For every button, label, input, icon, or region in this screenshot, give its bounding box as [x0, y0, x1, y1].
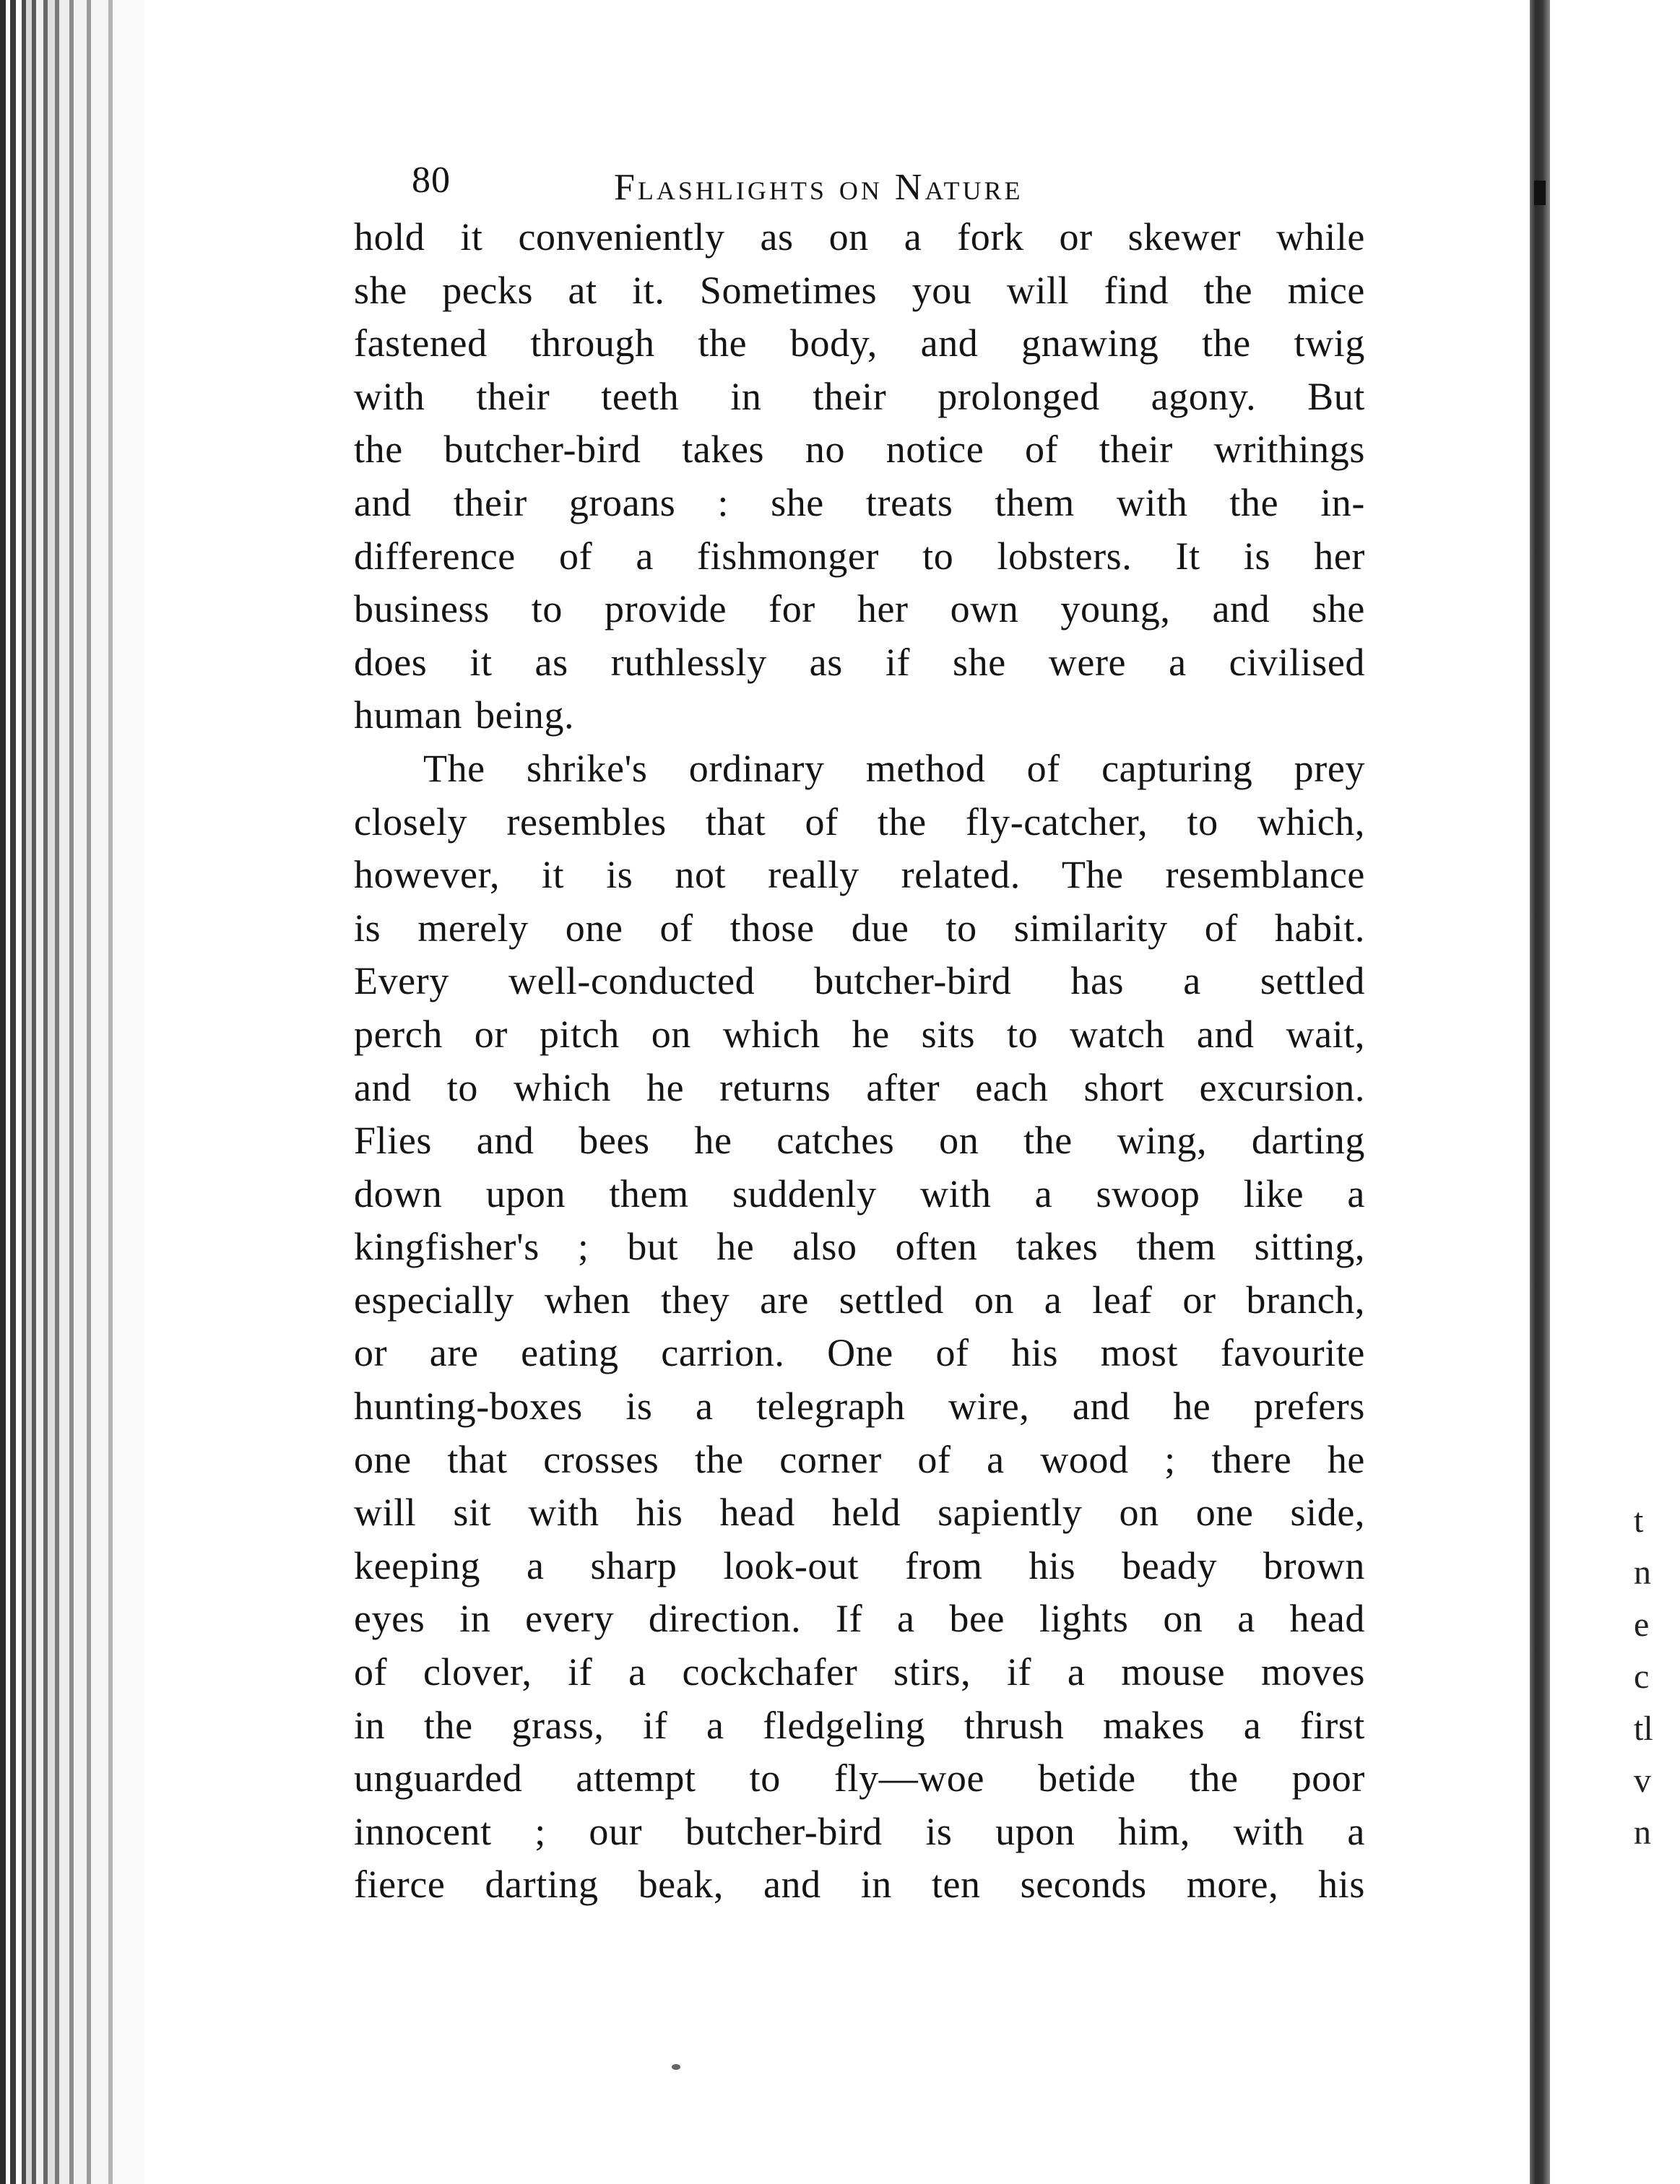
paragraph-2: [354, 742, 1365, 1912]
text-line: Every well-conducted butcher-bird has a settled: [354, 959, 1365, 1003]
text-line: unguarded attempt to fly—woe betide the poor: [354, 1756, 1365, 1800]
text-line: innocent ; our butcher-bird is upon him, with a: [354, 1809, 1365, 1853]
ink-speck: [672, 2064, 680, 2070]
book-binding-edge: [0, 0, 144, 2184]
fragment: n: [1634, 1814, 1651, 1852]
fragment: v: [1634, 1762, 1651, 1800]
text-line: the butcher-bird takes no notice of their writhings: [354, 428, 1365, 472]
fragment: t: [1634, 1502, 1644, 1540]
text-line: down upon them suddenly with a swoop like a: [354, 1171, 1365, 1216]
fragment: tl: [1634, 1710, 1653, 1748]
facing-page-text-fragments: [1634, 1495, 1680, 1859]
body-text: [354, 211, 1365, 1912]
text-line: she pecks at it. Sometimes you will find the mice: [354, 268, 1365, 312]
text-line: hunting-boxes is a telegraph wire, and he prefers: [354, 1384, 1365, 1429]
text-line: Flies and bees he catches on the wing, darting: [354, 1119, 1365, 1163]
page-content: [332, 144, 1372, 1912]
text-line: will sit with his head held sapiently on one side,: [354, 1491, 1365, 1535]
running-title: Flashlights on Nature: [614, 167, 1023, 208]
text-line: one that crosses the corner of a wood ; there he: [354, 1437, 1365, 1481]
text-line: does it as ruthlessly as if she were a civilised: [354, 640, 1365, 684]
fragment: c: [1634, 1658, 1650, 1696]
text-line: especially when they are settled on a leaf or branch,: [354, 1278, 1365, 1322]
text-line: business to provide for her own young, and she: [354, 587, 1365, 631]
text-line: in the grass, if a fledgeling thrush makes a first: [354, 1703, 1365, 1747]
gutter-mark: [1534, 181, 1546, 205]
text-line: keeping a sharp look-out from his beady brown: [354, 1543, 1365, 1587]
text-line: fastened through the body, and gnawing the twig: [354, 321, 1365, 365]
text-line: with their teeth in their prolonged agony. But: [354, 374, 1365, 418]
text-line: and to which he returns after each short excursion.: [354, 1065, 1365, 1109]
text-line: human being.: [354, 693, 575, 737]
fragment: n: [1634, 1554, 1651, 1592]
page-number: 80: [412, 160, 451, 201]
text-line: hold it conveniently as on a fork or skewer while: [354, 215, 1365, 259]
fragment: e: [1634, 1606, 1650, 1644]
text-line: however, it is not really related. The resemblance: [354, 853, 1365, 897]
text-line: eyes in every direction. If a bee lights on a head: [354, 1597, 1365, 1641]
text-line: of clover, if a cockchafer stirs, if a mouse moves: [354, 1650, 1365, 1694]
text-line: The shrike's ordinary method of capturing prey: [423, 746, 1365, 790]
book-gutter: [1530, 0, 1550, 2184]
text-line: closely resembles that of the fly-catcher, to which,: [354, 800, 1365, 844]
text-line: or are eating carrion. One of his most favourite: [354, 1331, 1365, 1375]
text-line: fierce darting beak, and in ten seconds more, his: [354, 1863, 1365, 1907]
text-line: perch or pitch on which he sits to watch and wait,: [354, 1012, 1365, 1056]
text-line: is merely one of those due to similarity of habit.: [354, 906, 1365, 950]
text-line: and their groans : she treats them with the in-: [354, 480, 1365, 524]
text-line: kingfisher's ; but he also often takes them sitting,: [354, 1225, 1365, 1269]
text-line: difference of a fishmonger to lobsters. It is her: [354, 534, 1365, 578]
paragraph-1: [354, 211, 1365, 742]
